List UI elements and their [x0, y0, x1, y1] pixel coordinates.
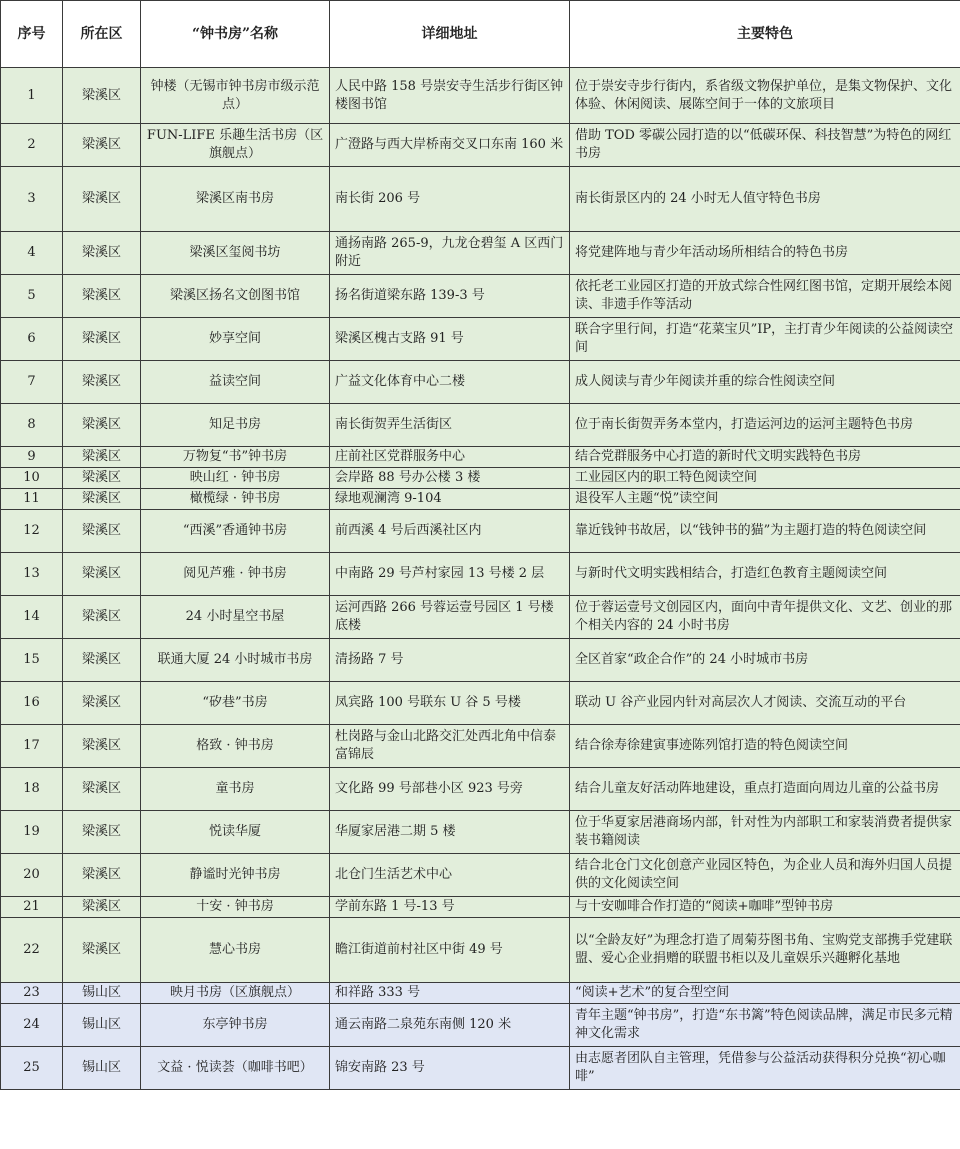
cell-index: 12 [1, 510, 63, 553]
cell-name: 格致 · 钟书房 [141, 725, 330, 768]
header-index: 序号 [1, 1, 63, 68]
cell-district: 梁溪区 [63, 361, 141, 404]
cell-district: 梁溪区 [63, 768, 141, 811]
table-row [1, 232, 960, 275]
cell-district: 梁溪区 [63, 489, 141, 510]
table-row [1, 897, 960, 918]
cell-address: 学前东路 1 号-13 号 [330, 897, 570, 918]
cell-address: 通云南路二泉苑东南侧 120 米 [330, 1004, 570, 1047]
cell-name: 十安 · 钟书房 [141, 897, 330, 918]
cell-name: 钟楼（无锡市钟书房市级示范点） [141, 68, 330, 124]
cell-feature: 联动 U 谷产业园内针对高层次人才阅读、交流互动的平台 [570, 682, 960, 725]
cell-index: 15 [1, 639, 63, 682]
table-row [1, 167, 960, 232]
cell-address: 通扬南路 265-9，九龙仓碧玺 A 区西门附近 [330, 232, 570, 275]
cell-address: 文化路 99 号部巷小区 923 号旁 [330, 768, 570, 811]
cell-district: 梁溪区 [63, 918, 141, 983]
cell-district: 锡山区 [63, 1047, 141, 1090]
cell-feature: 退役军人主题“悦”读空间 [570, 489, 960, 510]
cell-address: 运河西路 266 号蓉运壹号园区 1 号楼底楼 [330, 596, 570, 639]
cell-index: 21 [1, 897, 63, 918]
cell-feature: 位于崇安寺步行街内，系省级文物保护单位，是集文物保护、文化体验、休闲阅读、展陈空间于一体的文旅项目 [570, 68, 960, 124]
table-header [1, 1, 960, 68]
cell-feature: 结合徐寿徐建寅事迹陈列馆打造的特色阅读空间 [570, 725, 960, 768]
cell-district: 梁溪区 [63, 275, 141, 318]
table-row [1, 404, 960, 447]
cell-name: 橄榄绿 · 钟书房 [141, 489, 330, 510]
cell-address: 南长街贺弄生活街区 [330, 404, 570, 447]
table-row [1, 1047, 960, 1090]
table-row [1, 1004, 960, 1047]
cell-index: 24 [1, 1004, 63, 1047]
cell-feature: 位于蓉运壹号文创园区内，面向中青年提供文化、文艺、创业的那个相关内容的 24 小时书房 [570, 596, 960, 639]
cell-index: 3 [1, 167, 63, 232]
cell-feature: “阅读+艺术”的复合型空间 [570, 983, 960, 1004]
table-row [1, 682, 960, 725]
cell-district: 锡山区 [63, 1004, 141, 1047]
cell-feature: 联合字里行间，打造“花菜宝贝”IP，主打青少年阅读的公益阅读空间 [570, 318, 960, 361]
cell-index: 7 [1, 361, 63, 404]
cell-index: 11 [1, 489, 63, 510]
cell-district: 梁溪区 [63, 318, 141, 361]
cell-index: 1 [1, 68, 63, 124]
table-row [1, 768, 960, 811]
cell-address: 和祥路 333 号 [330, 983, 570, 1004]
cell-feature: 借助 TOD 零碳公园打造的以“低碳环保、科技智慧”为特色的网红书房 [570, 124, 960, 167]
cell-name: 映山红 · 钟书房 [141, 468, 330, 489]
cell-district: 梁溪区 [63, 811, 141, 854]
cell-index: 20 [1, 854, 63, 897]
cell-feature: 成人阅读与青少年阅读并重的综合性阅读空间 [570, 361, 960, 404]
cell-feature: 南长街景区内的 24 小时无人值守特色书房 [570, 167, 960, 232]
cell-name: 妙享空间 [141, 318, 330, 361]
header-row [1, 1, 960, 68]
cell-address: 北仓门生活艺术中心 [330, 854, 570, 897]
cell-feature: 青年主题“钟书房”，打造“东书篱”特色阅读品牌，满足市民多元精神文化需求 [570, 1004, 960, 1047]
cell-name: 童书房 [141, 768, 330, 811]
cell-index: 16 [1, 682, 63, 725]
cell-district: 梁溪区 [63, 68, 141, 124]
cell-index: 19 [1, 811, 63, 854]
cell-district: 梁溪区 [63, 682, 141, 725]
cell-address: 扬名街道梁东路 139-3 号 [330, 275, 570, 318]
header-address: 详细地址 [330, 1, 570, 68]
cell-feature: 全区首家“政企合作”的 24 小时城市书房 [570, 639, 960, 682]
cell-address: 中南路 29 号芦村家园 13 号楼 2 层 [330, 553, 570, 596]
cell-address: 人民中路 158 号崇安寺生活步行街区钟楼图书馆 [330, 68, 570, 124]
table-row [1, 489, 960, 510]
cell-address: 华厦家居港二期 5 楼 [330, 811, 570, 854]
cell-name: 联通大厦 24 小时城市书房 [141, 639, 330, 682]
cell-feature: 靠近钱钟书故居，以“钱钟书的猫”为主题打造的特色阅读空间 [570, 510, 960, 553]
table-row [1, 124, 960, 167]
table-row [1, 468, 960, 489]
cell-district: 梁溪区 [63, 447, 141, 468]
cell-name: “矽巷”书房 [141, 682, 330, 725]
cell-address: 广益文化体育中心二楼 [330, 361, 570, 404]
table-row [1, 318, 960, 361]
cell-name: 文益 · 悦读荟（咖啡书吧） [141, 1047, 330, 1090]
cell-index: 14 [1, 596, 63, 639]
cell-index: 13 [1, 553, 63, 596]
cell-feature: 工业园区内的职工特色阅读空间 [570, 468, 960, 489]
cell-address: 广澄路与西大岸桥南交叉口东南 160 米 [330, 124, 570, 167]
cell-address: 绿地观澜湾 9-104 [330, 489, 570, 510]
table-row [1, 510, 960, 553]
table-row [1, 639, 960, 682]
cell-address: 凤宾路 100 号联东 U 谷 5 号楼 [330, 682, 570, 725]
cell-address: 庄前社区党群服务中心 [330, 447, 570, 468]
header-name: “钟书房”名称 [141, 1, 330, 68]
cell-name: 东亭钟书房 [141, 1004, 330, 1047]
header-feature: 主要特色 [570, 1, 960, 68]
cell-name: 知足书房 [141, 404, 330, 447]
cell-address: 会岸路 88 号办公楼 3 楼 [330, 468, 570, 489]
cell-district: 梁溪区 [63, 404, 141, 447]
table-row [1, 275, 960, 318]
table-row [1, 811, 960, 854]
cell-name: 益读空间 [141, 361, 330, 404]
cell-index: 4 [1, 232, 63, 275]
cell-district: 梁溪区 [63, 232, 141, 275]
cell-district: 锡山区 [63, 983, 141, 1004]
cell-feature: 位于南长街贺弄务本堂内，打造运河边的运河主题特色书房 [570, 404, 960, 447]
table-row [1, 68, 960, 124]
cell-name: 万物复“书”钟书房 [141, 447, 330, 468]
cell-index: 25 [1, 1047, 63, 1090]
cell-address: 梁溪区槐古支路 91 号 [330, 318, 570, 361]
header-district: 所在区 [63, 1, 141, 68]
cell-address: 锦安南路 23 号 [330, 1047, 570, 1090]
cell-district: 梁溪区 [63, 725, 141, 768]
cell-name: FUN-LIFE 乐趣生活书房（区旗舰点） [141, 124, 330, 167]
cell-address: 清扬路 7 号 [330, 639, 570, 682]
cell-name: 24 小时星空书屋 [141, 596, 330, 639]
cell-index: 23 [1, 983, 63, 1004]
table-row [1, 983, 960, 1004]
cell-district: 梁溪区 [63, 897, 141, 918]
cell-index: 2 [1, 124, 63, 167]
table-row [1, 553, 960, 596]
table-body [1, 68, 960, 1090]
table-row [1, 361, 960, 404]
cell-name: 梁溪区扬名文创图书馆 [141, 275, 330, 318]
cell-index: 5 [1, 275, 63, 318]
cell-district: 梁溪区 [63, 124, 141, 167]
cell-name: 映月书房（区旗舰点） [141, 983, 330, 1004]
cell-feature: 由志愿者团队自主管理，凭借参与公益活动获得积分兑换“初心咖啡” [570, 1047, 960, 1090]
cell-feature: 依托老工业园区打造的开放式综合性网红图书馆，定期开展绘本阅读、非遗手作等活动 [570, 275, 960, 318]
cell-district: 梁溪区 [63, 639, 141, 682]
cell-name: 梁溪区南书房 [141, 167, 330, 232]
cell-address: 南长街 206 号 [330, 167, 570, 232]
cell-name: 梁溪区玺阅书坊 [141, 232, 330, 275]
cell-feature: 结合党群服务中心打造的新时代文明实践特色书房 [570, 447, 960, 468]
cell-address: 前西溪 4 号后西溪社区内 [330, 510, 570, 553]
cell-name: “西溪”香通钟书房 [141, 510, 330, 553]
cell-index: 10 [1, 468, 63, 489]
cell-feature: 与新时代文明实践相结合，打造红色教育主题阅读空间 [570, 553, 960, 596]
cell-feature: 以“全龄友好”为理念打造了周菊芬图书角、宝购党支部携手党建联盟、爱心企业捐赠的联盟书柜以及儿童娱乐兴趣孵化基地 [570, 918, 960, 983]
table-row [1, 725, 960, 768]
cell-district: 梁溪区 [63, 510, 141, 553]
cell-name: 阅见芦雅 · 钟书房 [141, 553, 330, 596]
cell-index: 8 [1, 404, 63, 447]
cell-index: 17 [1, 725, 63, 768]
cell-feature: 将党建阵地与青少年活动场所相结合的特色书房 [570, 232, 960, 275]
cell-feature: 位于华夏家居港商场内部，针对性为内部职工和家装消费者提供家装书籍阅读 [570, 811, 960, 854]
cell-name: 静谧时光钟书房 [141, 854, 330, 897]
cell-feature: 结合北仓门文化创意产业园区特色，为企业人员和海外归国人员提供的文化阅读空间 [570, 854, 960, 897]
cell-name: 慧心书房 [141, 918, 330, 983]
cell-address: 杜岗路与金山北路交汇处西北角中信泰富锦辰 [330, 725, 570, 768]
table-row [1, 918, 960, 983]
cell-name: 悦读华厦 [141, 811, 330, 854]
table-row [1, 854, 960, 897]
cell-district: 梁溪区 [63, 553, 141, 596]
table-row [1, 447, 960, 468]
table-row [1, 596, 960, 639]
cell-feature: 结合儿童友好活动阵地建设，重点打造面向周边儿童的公益书房 [570, 768, 960, 811]
cell-index: 6 [1, 318, 63, 361]
cell-index: 9 [1, 447, 63, 468]
cell-index: 18 [1, 768, 63, 811]
cell-district: 梁溪区 [63, 468, 141, 489]
cell-index: 22 [1, 918, 63, 983]
cell-feature: 与十安咖啡合作打造的“阅读+咖啡”型钟书房 [570, 897, 960, 918]
cell-district: 梁溪区 [63, 167, 141, 232]
cell-district: 梁溪区 [63, 596, 141, 639]
cell-district: 梁溪区 [63, 854, 141, 897]
cell-address: 瞻江街道前村社区中街 49 号 [330, 918, 570, 983]
